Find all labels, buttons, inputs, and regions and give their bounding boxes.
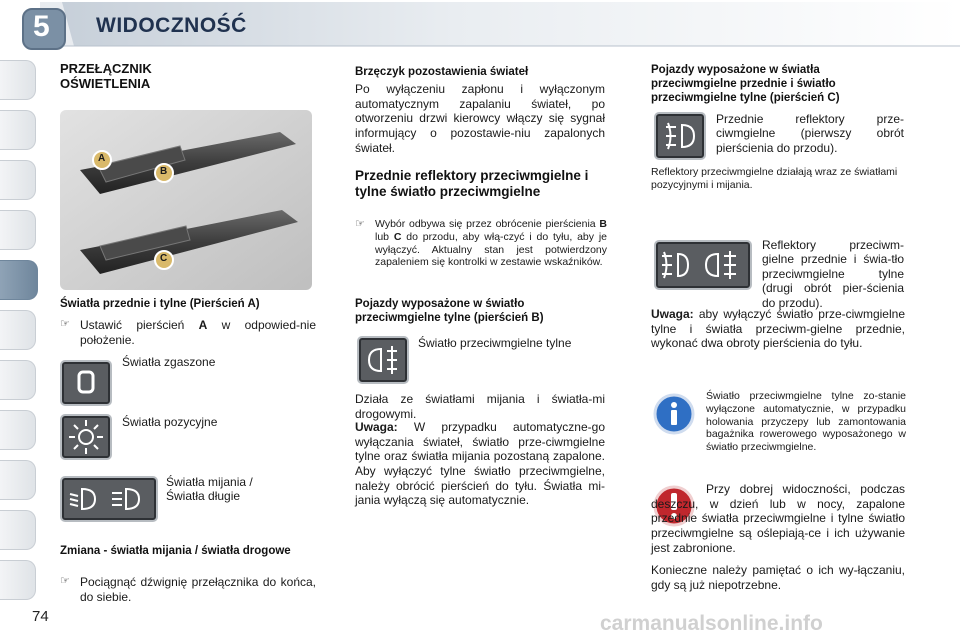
info-text: Światło przeciwmgielne tylne zo-stanie wyłączone automatycznie, w przypadku holowania przyczepy lub zamontowania bagażnika rowerowego wyposażonego w światło przeciwmgielne.	[706, 390, 906, 454]
fog-instruction-text-end: do przodu, aby włą-czyć i do tyłu, aby je wyłączyć. Aktualny stan jest potwierdzony zapaleniem się kontrolki w zestawie wskaźników.	[375, 230, 607, 269]
fog-instruction-text: Wybór odbywa się przez obrócenie pierścienia	[375, 218, 600, 230]
light-stalk-photo	[60, 110, 312, 290]
chapter-tab[interactable]	[0, 410, 36, 450]
buzzer-heading: Brzęczyk pozostawienia świateł	[355, 66, 529, 78]
buzzer-text: Po wyłączeniu zapłonu i wyłączonym automatycznym zapalaniu świateł, po otworzeniu drzwi kierowcy włączy się sygnał informujący o pozostawie-niu zapalonych świateł.	[355, 82, 605, 155]
mode-label-dipped: Światła mijania /	[166, 475, 253, 489]
instruction-text-end: w odpowied-nie położenie.	[80, 318, 316, 347]
ring-b-label: B	[599, 218, 607, 230]
dipped-main-beam-icon	[60, 476, 158, 522]
pointing-hand-icon: ☞	[60, 575, 70, 587]
front-rear-fog-note	[651, 307, 905, 351]
chapter-tab[interactable]	[0, 310, 36, 350]
lights-instruction	[60, 318, 316, 347]
rear-fog-label: Światło przeciwmgielne tylne	[418, 336, 572, 350]
front-fog-icon	[654, 112, 706, 160]
callout-c: C	[160, 253, 168, 264]
chapter-tabs	[0, 60, 40, 620]
front-rear-fog-label: Reflektory przeciwm-gielne przednie i świa-tło przeciwmgielne tylne (drugi obrót pier-ścienia do przodu).	[762, 238, 904, 310]
front-fog-label: Przednie reflektory prze-ciwmgielne (pierwszy obrót pierścienia do przodu).	[716, 112, 904, 155]
page-title: WIDOCZNOŚĆ	[96, 14, 247, 37]
fog-instruction	[355, 218, 607, 269]
chapter-tab[interactable]	[0, 160, 36, 200]
remember-text: Konieczne należy pamiętać o ich wy-łączaniu, gdy są już niepotrzebne.	[651, 563, 905, 592]
pointing-hand-icon: ☞	[355, 218, 365, 230]
chapter-tab[interactable]	[0, 60, 36, 100]
ring-c-label: C	[393, 230, 402, 243]
rear-fog-icon	[357, 336, 409, 384]
chapter-tab[interactable]	[0, 360, 36, 400]
change-beam-instruction	[60, 575, 316, 604]
mode-label-main: Światła długie	[166, 489, 241, 504]
fog-heading: Przednie reflektory przeciwmgielne i tylne światło przeciwmgielne	[355, 168, 589, 199]
callout-b: B	[160, 166, 168, 177]
chapter-tab[interactable]	[0, 560, 36, 600]
rear-fog-heading: Pojazdy wyposażone w światło przeciwmgielne tylne (pierścień B)	[355, 298, 544, 324]
section-title: PRZEŁĄCZNIK OŚWIETLENIA	[60, 61, 152, 91]
ring-a-label: A	[198, 318, 208, 332]
rear-fog-text: Działa ze światłami mijania i światła-mi drogowymi.	[355, 392, 605, 421]
sidelights-icon	[60, 414, 112, 460]
mode-label-beams	[166, 475, 253, 504]
chapter-tab[interactable]	[0, 110, 36, 150]
change-beam-heading: Zmiana - światła mijania / światła drogowe	[60, 545, 291, 557]
note-label: Uwaga:	[355, 420, 398, 434]
callout-a: A	[98, 153, 106, 164]
fog-instruction-or: lub	[375, 230, 394, 243]
page-number: 74	[32, 608, 49, 625]
chapter-tab[interactable]	[0, 210, 36, 250]
rear-fog-note	[355, 420, 605, 508]
chapter-number: 5	[33, 10, 50, 43]
mode-label-off: Światła zgaszone	[122, 355, 216, 369]
chapter-tab-active[interactable]	[0, 260, 38, 300]
lights-section-heading: Światła przednie i tylne (Pierścień A)	[60, 298, 260, 310]
change-beam-text: Pociągnąć dźwignię przełącznika do końca, do siebie.	[80, 575, 316, 604]
instruction-text: Ustawić pierścień	[80, 318, 199, 332]
mode-label-sidelights: Światła pozycyjne	[122, 415, 218, 429]
chapter-tab[interactable]	[0, 510, 36, 550]
note-label: Uwaga:	[651, 307, 694, 321]
front-fog-text: Reflektory przeciwmgielne działają wraz ze światłami pozycyjnymi i mijania.	[651, 166, 898, 191]
lights-off-icon	[60, 360, 112, 406]
note-text: aby wyłączyć światło prze-ciwmgielne tylne i światła przeciwm-gielne przednie, wykonać dwa obroty pierścienia do tyłu.	[651, 307, 905, 351]
chapter-tab[interactable]	[0, 460, 36, 500]
watermark: carmanualsonline.info	[600, 612, 823, 635]
pointing-hand-icon: ☞	[60, 318, 70, 330]
warning-text: Przy dobrej widoczności, podczas deszczu, w dzień lub w nocy, zapalone przednie światła przeciwmgielne i tylne światło przeciwmgielne są oślepiają-ce i ich używanie jest zabronione.	[651, 482, 905, 555]
note-text: W przypadku automatyczne-go wyłączania świateł, światło prze-ciwmgielne tylne oraz światła mijania pozostaną zapalone. Aby wyłączyć tylne światło przeciwmgielne, należy obrócić pierścień do tyłu. Światła mi-jania wyłączą się automatycznie.	[355, 420, 605, 508]
front-rear-fog-icon	[654, 240, 752, 290]
front-rear-fog-heading: Pojazdy wyposażone w światła przeciwmgielne przednie i światło przeciwmgielne tylne (pierścień C)	[651, 64, 840, 104]
info-icon	[652, 392, 696, 436]
